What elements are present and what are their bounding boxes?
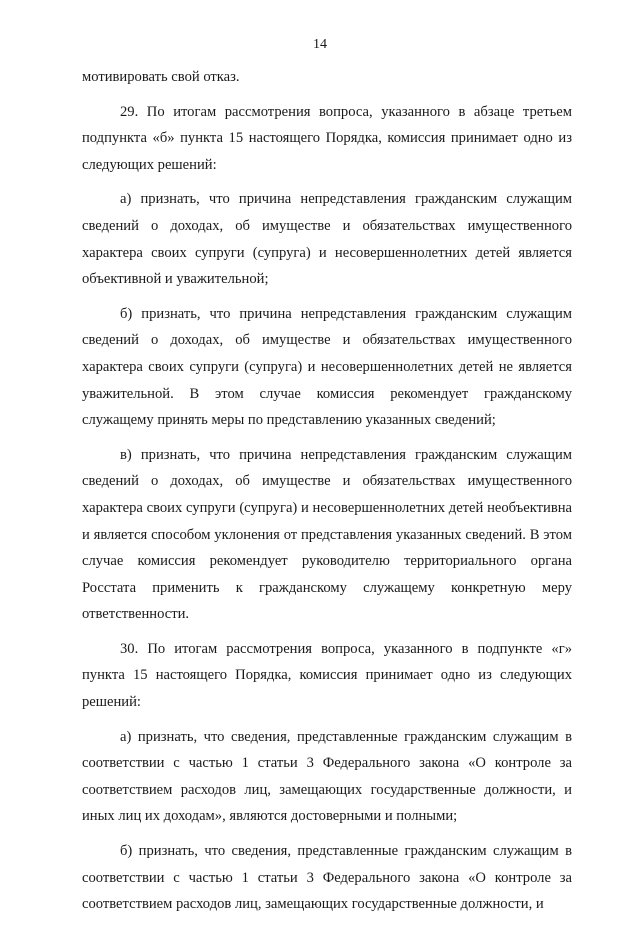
- paragraph-29-a: а) признать, что причина непредставления гражданским служащим сведений о доходах, об имуществе и обязательствах имущественного характера своих супруги (супруга) и несовершеннолетних детей является объективной и уважительной;: [82, 191, 572, 288]
- paragraph-29-v: в) признать, что причина непредставления гражданским служащим сведений о доходах, об имуществе и обязательствах имущественного характера своих супруги (супруга) и несовершеннолетних детей необъективна и является способом уклонения от представления указанных сведений. В этом случае комиссия рекомендует руководителю территориального органа Росстата применить к гражданскому служащему конкретную меру ответственности.: [82, 446, 572, 623]
- paragraph-29: 29. По итогам рассмотрения вопроса, указанного в абзаце третьем подпункта «б» пункта 15 настоящего Порядка, комиссия принимает одно из следующих решений:: [82, 103, 572, 173]
- document-body: [82, 64, 572, 926]
- paragraph-30-a: а) признать, что сведения, представленные гражданским служащим в соответствии с частью 1 статьи 3 Федерального закона «О контроле за соответствием расходов лиц, замещающих государственные должности, и иных лиц их доходам», являются достоверными и полными;: [82, 728, 572, 825]
- page-number: 14: [313, 37, 327, 52]
- paragraph-29-b: б) признать, что причина непредставления гражданским служащим сведений о доходах, об имуществе и обязательствах имущественного характера своих супруги (супруга) и несовершеннолетних детей не является уважительной. В этом случае комиссия рекомендует гражданскому служащему принять меры по представлению указанных сведений;: [82, 305, 572, 429]
- paragraph-continuation: мотивировать свой отказ.: [82, 69, 240, 85]
- paragraph-30-b: б) признать, что сведения, представленные гражданским служащим в соответствии с частью 1 статьи 3 Федерального закона «О контроле за соответствием расходов лиц, замещающих государственные должности, и: [82, 843, 572, 913]
- paragraph-30: 30. По итогам рассмотрения вопроса, указанного в подпункте «г» пункта 15 настоящего Порядка, комиссия принимает одно из следующих решений:: [82, 640, 572, 711]
